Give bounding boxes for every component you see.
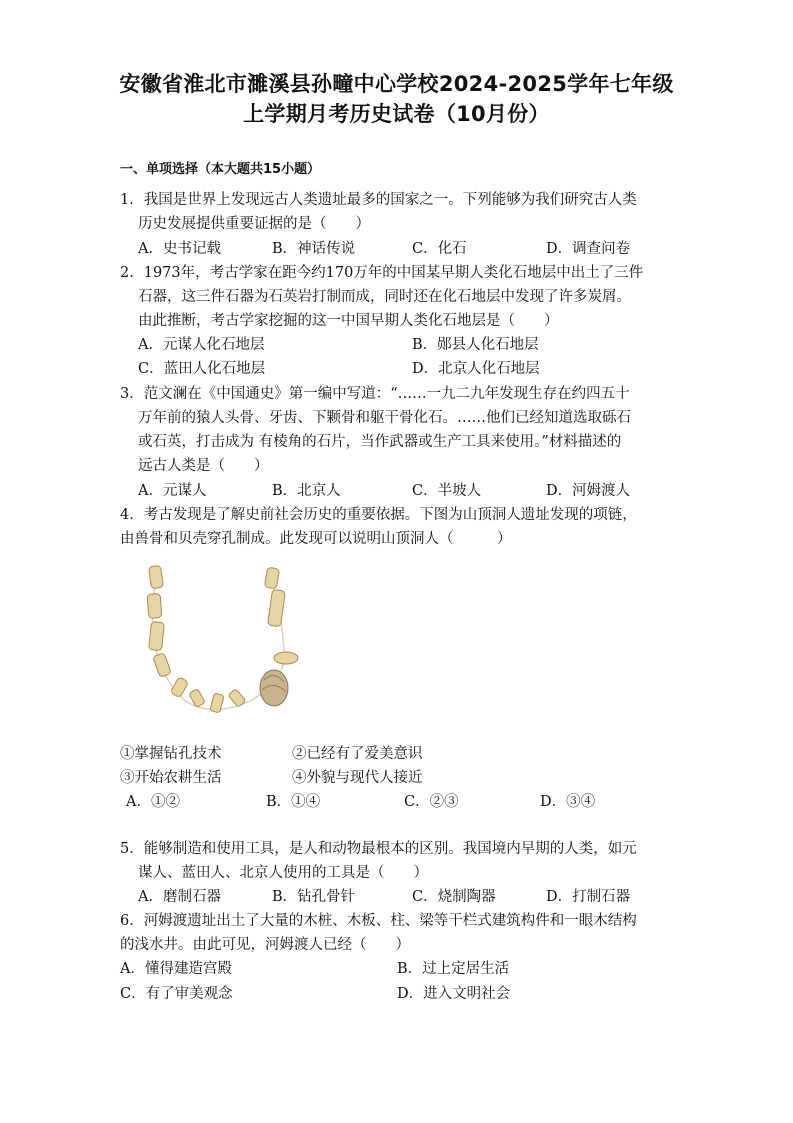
q3-stem-line2: 万年前的猿人头骨、牙齿、下颗骨和躯干骨化石。……他们已经知道选取砾石 bbox=[138, 410, 631, 426]
necklace-image bbox=[136, 560, 308, 720]
q1-stem-line1: 1．我国是世界上发现远古人类遗址最多的国家之一。下列能够为我们研究古人类 bbox=[120, 192, 637, 208]
q4-option-a: A．①② bbox=[126, 794, 180, 810]
q3-option-a: A．元谋人 bbox=[138, 483, 207, 499]
q4-option-d: D．③④ bbox=[540, 794, 596, 810]
q5-option-b: B．钻孔骨针 bbox=[272, 889, 356, 905]
q4-option-b: B．①④ bbox=[266, 794, 321, 810]
q4-statement-1: ①掌握钻孔技术 bbox=[120, 746, 222, 762]
q2-option-c: C．蓝田人化石地层 bbox=[138, 361, 266, 377]
q6-stem-line2: 的浅水井。由此可见，河姆渡人已经（ ） bbox=[120, 937, 410, 953]
q6-option-b: B．过上定居生活 bbox=[397, 961, 510, 977]
q3-stem-line3: 或石英，打击成为 有棱角的石片，当作武器或生产工具来使用。”材料描述的 bbox=[138, 434, 622, 450]
q4-statement-4: ④外貌与现代人接近 bbox=[292, 770, 423, 786]
q2-option-b: B．郧县人化石地层 bbox=[412, 337, 539, 353]
q5-option-d: D．打制石器 bbox=[546, 889, 631, 905]
q4-option-c: C．②③ bbox=[404, 794, 459, 810]
exam-title-line1: 安徽省淮北市濉溪县孙疃中心学校2024-2025学年七年级 bbox=[119, 72, 674, 96]
exam-title-line2: 上学期月考历史试卷（10月份） bbox=[243, 102, 550, 126]
q4-statement-2: ②已经有了爱美意识 bbox=[292, 746, 423, 762]
q3-option-c: C．半坡人 bbox=[412, 483, 482, 499]
q4-stem-line1: 4．考古发现是了解史前社会历史的重要依据。下图为山顶洞人遗址发现的项链， bbox=[120, 507, 637, 523]
q6-option-a: A．懂得建造宫殿 bbox=[120, 961, 232, 977]
q1-option-a: A．史书记载 bbox=[138, 241, 221, 257]
q2-option-d: D．北京人化石地层 bbox=[412, 361, 540, 377]
q6-option-c: C．有了审美观念 bbox=[120, 986, 233, 1002]
q5-stem-line1: 5．能够制造和使用工具，是人和动物最根本的区别。我国境内早期的人类，如元 bbox=[120, 841, 637, 857]
q4-statement-3: ③开始农耕生活 bbox=[120, 770, 222, 786]
q5-option-c: C．烧制陶器 bbox=[412, 889, 496, 905]
q5-stem-line2: 谋人、蓝田人、北京人使用的工具是（ ） bbox=[138, 865, 428, 881]
q5-option-a: A．磨制石器 bbox=[138, 889, 221, 905]
q3-stem-line4: 远古人类是（ ） bbox=[138, 458, 269, 474]
q3-option-d: D．河姆渡人 bbox=[546, 483, 631, 499]
section-heading: 一、单项选择（本大题共15小题） bbox=[120, 162, 321, 177]
q3-stem-line1: 3．范文澜在《中国通史》第一编中写道：“……一九二九年发现生存在约四五十 bbox=[120, 386, 630, 402]
q3-option-b: B．北京人 bbox=[272, 483, 341, 499]
q4-stem-line2: 由兽骨和贝壳穿孔制成。此发现可以说明山顶洞人（ ） bbox=[120, 531, 512, 547]
q6-option-d: D．进入文明社会 bbox=[397, 986, 511, 1002]
q2-stem-line3: 由此推断，考古学家挖掘的这一中国早期人类化石地层是（ ） bbox=[138, 313, 559, 329]
q1-option-c: C．化石 bbox=[412, 241, 467, 257]
q2-stem-line1: 2．1973年，考古学家在距今约170万年的中国某早期人类化石地层中出土了三件 bbox=[120, 265, 644, 281]
q2-stem-line2: 石器，这三件石器为石英岩打制而成，同时还在化石地层中发现了许多炭屑。 bbox=[138, 289, 631, 305]
q1-option-d: D．调查问卷 bbox=[546, 241, 631, 257]
q1-stem-line2: 历史发展提供重要证据的是（ ） bbox=[138, 216, 370, 232]
q1-option-b: B．神话传说 bbox=[272, 241, 356, 257]
q6-stem-line1: 6．河姆渡遗址出土了大量的木桩、木板、柱、梁等干栏式建筑构件和一眼木结构 bbox=[120, 913, 637, 929]
q2-option-a: A．元谋人化石地层 bbox=[138, 337, 265, 353]
